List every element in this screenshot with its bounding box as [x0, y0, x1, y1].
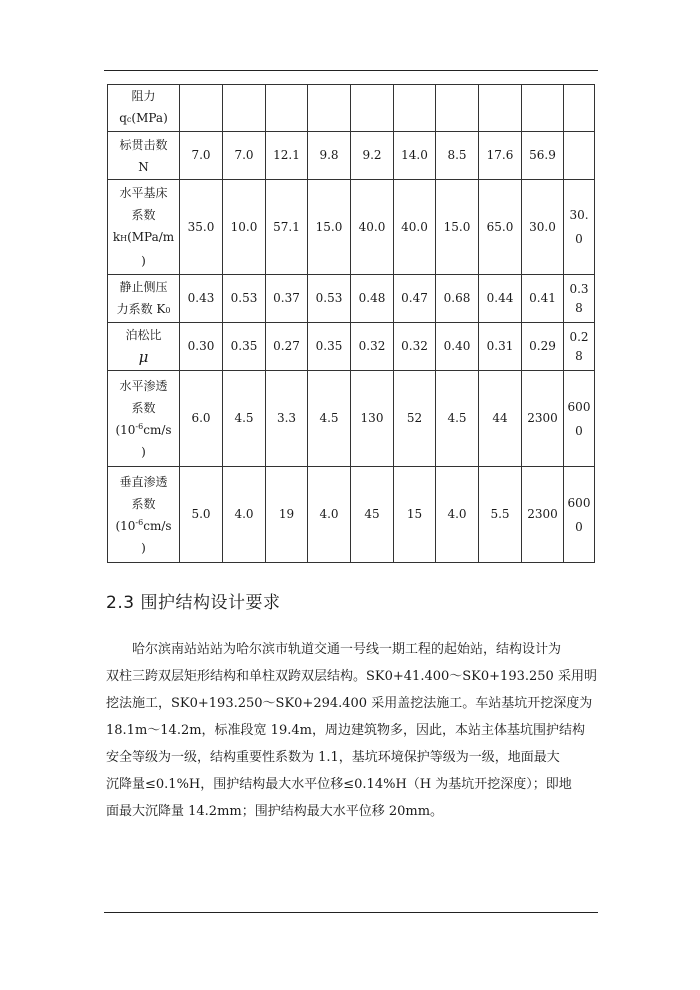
table-cell: 0.35: [308, 323, 351, 371]
table-cell: [180, 85, 223, 132]
table-cell: 0.44: [479, 275, 522, 323]
table-cell: 4.5: [223, 371, 266, 467]
table-cell: 0.3 8: [564, 275, 595, 323]
table-cell: 15.0: [436, 180, 479, 275]
paragraph-line: 安全等级为一级，结构重要性系数为 1.1，基坑环境保护等级为一级，地面最大: [106, 750, 560, 765]
table-cell: 4.5: [436, 371, 479, 467]
row-label: 泊松比 μ: [108, 323, 180, 371]
table-cell: [351, 85, 394, 132]
table-cell: 15: [394, 467, 436, 563]
table-cell: 8.5: [436, 132, 479, 180]
table-cell: 0.53: [308, 275, 351, 323]
table-row: [108, 323, 595, 371]
table-cell: [479, 85, 522, 132]
table-cell: 0.32: [394, 323, 436, 371]
table-cell: 0.68: [436, 275, 479, 323]
paragraph-line: 挖法施工，SK0+193.250～SK0+294.400 采用盖挖法施工。车站基坑开挖深度为: [106, 696, 593, 711]
table-cell: 10.0: [223, 180, 266, 275]
table-cell: 130: [351, 371, 394, 467]
table-cell: 7.0: [223, 132, 266, 180]
table-cell: 3.3: [266, 371, 308, 467]
table-cell: 52: [394, 371, 436, 467]
body-paragraph: [106, 636, 602, 825]
table-cell: 600 0: [564, 467, 595, 563]
table-cell: 0.40: [436, 323, 479, 371]
table-row: [108, 85, 595, 132]
table-cell: 0.29: [522, 323, 564, 371]
table-cell: 2300: [522, 467, 564, 563]
table-cell: 0.35: [223, 323, 266, 371]
table-cell: [394, 85, 436, 132]
paragraph-line: 双柱三跨双层矩形结构和单柱双跨双层结构。SK0+41.400～SK0+193.250 采用明: [106, 669, 597, 684]
table-cell: 9.2: [351, 132, 394, 180]
table-cell: 17.6: [479, 132, 522, 180]
row-label: 阻力 qc(MPa): [108, 85, 180, 132]
table-cell: 4.0: [436, 467, 479, 563]
table-cell: 0.27: [266, 323, 308, 371]
table-cell: 57.1: [266, 180, 308, 275]
paragraph-line: 沉降量≤0.1%H，围护结构最大水平位移≤0.14%H（H 为基坑开挖深度）；即地: [106, 777, 572, 792]
table-cell: 35.0: [180, 180, 223, 275]
table-cell: [223, 85, 266, 132]
table-cell: 0.37: [266, 275, 308, 323]
table-cell: 9.8: [308, 132, 351, 180]
footer-rule: [104, 912, 598, 913]
table-cell: 6.0: [180, 371, 223, 467]
table-cell: 14.0: [394, 132, 436, 180]
table-cell: 30. 0: [564, 180, 595, 275]
table-cell: 0.41: [522, 275, 564, 323]
row-label: 标贯击数 N: [108, 132, 180, 180]
header-rule: [104, 70, 598, 71]
table-cell: 4.0: [308, 467, 351, 563]
row-label: 水平渗透 系数 ($10^{-6}cm/s$ ): [108, 371, 180, 467]
section-heading: 2.3 围护结构设计要求: [106, 593, 281, 613]
paragraph-line: 哈尔滨南站站站为哈尔滨市轨道交通一号线一期工程的起始站，结构设计为: [132, 642, 562, 657]
table-cell: 45: [351, 467, 394, 563]
table-cell: 0.47: [394, 275, 436, 323]
table-cell: [266, 85, 308, 132]
table-row: [108, 132, 595, 180]
paragraph-line: 面最大沉降量 14.2mm；围护结构最大水平位移 20mm。: [106, 804, 444, 819]
table-cell: 19: [266, 467, 308, 563]
table-cell: 0.2 8: [564, 323, 595, 371]
table-cell: [564, 85, 595, 132]
table-cell: 0.31: [479, 323, 522, 371]
table-cell: 0.30: [180, 323, 223, 371]
row-label: 水平基床 系数 kH(MPa/m ): [108, 180, 180, 275]
table-cell: 15.0: [308, 180, 351, 275]
table-cell: [308, 85, 351, 132]
table-cell: 4.0: [223, 467, 266, 563]
table-cell: [436, 85, 479, 132]
table-cell: 4.5: [308, 371, 351, 467]
table-row: [108, 275, 595, 323]
table-cell: 56.9: [522, 132, 564, 180]
table-cell: 40.0: [394, 180, 436, 275]
table-cell: 40.0: [351, 180, 394, 275]
table-row: [108, 467, 595, 563]
table-cell: 2300: [522, 371, 564, 467]
table-cell: 7.0: [180, 132, 223, 180]
table-cell: 5.0: [180, 467, 223, 563]
table-cell: [564, 132, 595, 180]
table-cell: 65.0: [479, 180, 522, 275]
table-row: [108, 371, 595, 467]
table-cell: 0.48: [351, 275, 394, 323]
table-cell: [522, 85, 564, 132]
table-row: [108, 180, 595, 275]
row-label: 垂直渗透 系数 ($10^{-6}cm/s$ ): [108, 467, 180, 563]
table-cell: 0.43: [180, 275, 223, 323]
table-cell: 0.53: [223, 275, 266, 323]
table-cell: 30.0: [522, 180, 564, 275]
table-cell: 12.1: [266, 132, 308, 180]
row-label: 静止侧压 力系数 K0: [108, 275, 180, 323]
table-cell: 5.5: [479, 467, 522, 563]
table-cell: 44: [479, 371, 522, 467]
paragraph-line: 18.1m～14.2m，标准段宽 19.4m，周边建筑物多，因此，本站主体基坑围护结构: [106, 723, 585, 738]
table-cell: 0.32: [351, 323, 394, 371]
table-cell: 600 0: [564, 371, 595, 467]
soil-properties-table: [107, 84, 595, 563]
